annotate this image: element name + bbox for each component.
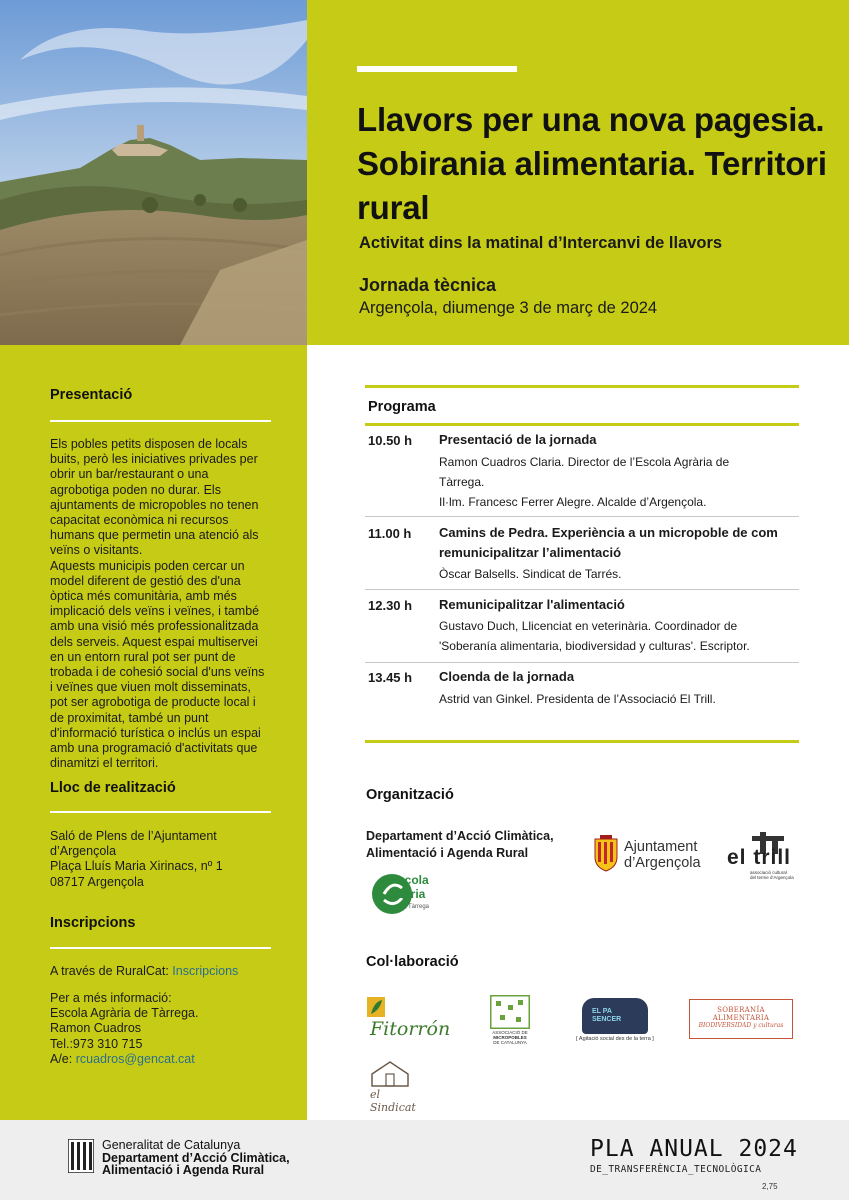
- program-desc: Astrid van Ginkel. Presidenta de l’Associació El Trill.: [439, 692, 716, 706]
- micropobles-logo: ASSOCIACIÓ DE MICROPOBLES DE CATALUNYA: [478, 995, 542, 1045]
- event-place-date: Argençola, diumenge 3 de març de 2024: [359, 299, 658, 317]
- header-photo: [0, 0, 307, 345]
- sindicat-logo: el Sindicat: [366, 1060, 420, 1106]
- inscripcions-heading: Inscripcions: [50, 915, 136, 931]
- event-type: Jornada tècnica: [359, 275, 497, 295]
- divider: [50, 947, 271, 949]
- program-time: 11.00 h: [368, 526, 412, 541]
- programa-heading: Programa: [368, 399, 436, 415]
- program-desc: Gustavo Duch, Llicenciat en veterinària. Coordinador de 'Soberanía alimentaria, biodiversidad y culturas'. Escriptor.: [439, 619, 750, 653]
- trill-logo-text: el trill: [727, 846, 792, 869]
- program-title: Cloenda de la jornada: [439, 669, 575, 684]
- ajuntament-shield-icon: [591, 833, 621, 873]
- program-time: 10.50 h: [368, 433, 413, 448]
- presentacio-text: Els pobles petits disposen de locals buits, però les iniciatives privades per obrir un bar/restaurant o una agrobotiga poden no durar. Els ajuntaments de micropobles no tenen capacitat econòmica ni recursos humans que permetin una atenció als veïns o visitants. Aquests municipis poden cercar un model diferent de gestió des d'una òptica més comunitària, amb més implicació dels veïns i veïnes, i també amb una visió més professionalitzada dels serveis. Aquest espai multiservei en un entorn rural pot ser punt de trobada i de cohesió social d'uns veïns i veïnes que viuen molt disseminats, pot ser agrobotiga de producte local i de proximitat, també un punt d'informació turística o inclús un espai amb una programació d'activitats que dinamitzi el territori.: [50, 437, 265, 771]
- generalitat-logo-text: Generalitat de Catalunya Departament d’Acció Climàtica, Alimentació i Agenda Rural: [102, 1138, 290, 1177]
- lloc-heading: Lloc de realització: [50, 780, 176, 796]
- program-desc: Òscar Balsells. Sindicat de Tarrés.: [439, 567, 622, 581]
- contact-info: Per a més informació: Escola Agrària de Tàrrega. Ramon Cuadros Tel.:973 310 715 A/e: rcuadros@gencat.cat: [50, 991, 199, 1066]
- program-title: Camins de Pedra. Experiència a un micropoble de com remunicipalitzar l’alimentació: [439, 525, 778, 560]
- program-title: Presentació de la jornada: [439, 432, 597, 447]
- program-time: 13.45 h: [368, 670, 413, 685]
- divider: [50, 811, 271, 813]
- page-number: 2,75: [762, 1182, 778, 1191]
- program-time: 12.30 h: [368, 598, 413, 613]
- pla-anual-logo-text: PLA ANUAL 2024: [590, 1136, 798, 1162]
- lloc-address: Saló de Plens de l’Ajuntament d’Argençola Plaça Lluís Maria Xirinacs, nº 1 08717 Argençola: [50, 829, 223, 889]
- page-title: Llavors per una nova pagesia. Sobirania alimentaria. Territori rural: [357, 101, 827, 226]
- generalitat-logo-icon: [68, 1139, 94, 1173]
- program-title: Remunicipalitzar l'alimentació: [439, 597, 625, 612]
- escola-agraria-logo: scola grària Tàrrega: [370, 868, 442, 920]
- divider: [50, 420, 271, 422]
- programa-bottom-rule: [365, 740, 799, 743]
- fitorron-leaf-icon: [366, 996, 386, 1020]
- program-divider: [365, 662, 799, 663]
- inscripcions-link[interactable]: Inscripcions: [172, 964, 239, 978]
- soberania-logo: SOBERANÍA ALIMENTARIA BIODIVERSIDAD y culturas: [689, 999, 793, 1039]
- pla-anual-subtitle: DE_TRANSFERÈNCIA_TECNOLÒGICA: [590, 1164, 762, 1175]
- program-desc: Ramon Cuadros Claria. Director de l’Escola Agrària de Tàrrega. Il·lm. Francesc Ferrer Alegre. Alcalde d’Argençola.: [439, 455, 730, 509]
- ajuntament-logo-text: Ajuntament d’Argençola: [624, 839, 701, 871]
- program-divider: [365, 589, 799, 590]
- programa-top-rule: [365, 385, 799, 388]
- colaboracio-heading: Col·laboració: [366, 954, 459, 970]
- program-divider: [365, 516, 799, 517]
- page-subtitle: Activitat dins la matinal d’Intercanvi de llavors: [359, 234, 723, 252]
- inscripcions-ruralcat: A través de RuralCat: Inscripcions: [50, 964, 239, 978]
- organitzacio-heading: Organització: [366, 787, 454, 803]
- dept-logo-text: Departament d’Acció Climàtica, Alimentació i Agenda Rural: [366, 829, 554, 860]
- programa-header-rule: [365, 423, 799, 426]
- fitorron-logo-text: Fitorrón: [370, 1018, 451, 1040]
- presentacio-heading: Presentació: [50, 387, 133, 403]
- pa-sencer-logo: EL PA SENCER [ Agitació social des de la terra ]: [560, 998, 670, 1046]
- header-rule: [357, 66, 517, 72]
- email-link[interactable]: rcuadros@gencat.cat: [75, 1051, 195, 1066]
- trill-logo-subtext: associació cultural del terme d’Argençola: [750, 870, 794, 880]
